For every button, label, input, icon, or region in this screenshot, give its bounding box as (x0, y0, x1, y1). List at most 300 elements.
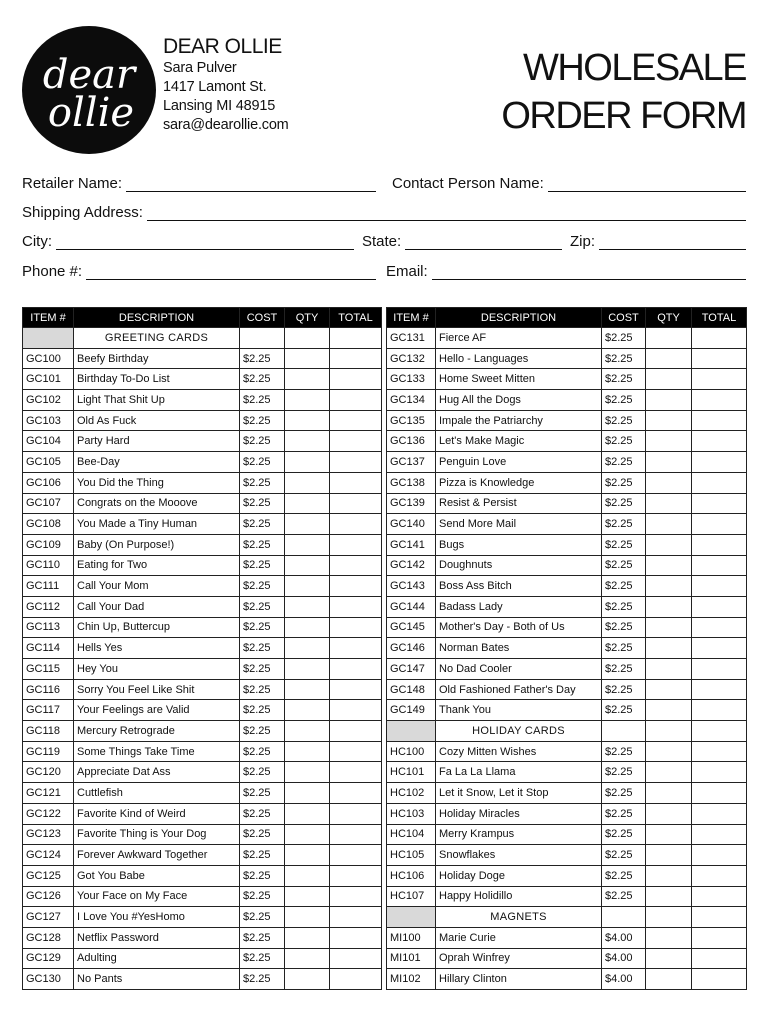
qty-cell[interactable] (646, 824, 692, 845)
total-cell[interactable] (692, 493, 747, 514)
phone-line[interactable] (86, 265, 376, 280)
item-code: GC145 (387, 617, 436, 638)
total-cell[interactable] (692, 783, 747, 804)
item-code: GC118 (23, 721, 74, 742)
shipping-address-field[interactable] (22, 205, 746, 221)
item-cost: $2.25 (240, 576, 285, 597)
total-cell[interactable] (692, 596, 747, 617)
city-field[interactable] (22, 234, 354, 250)
total-cell[interactable] (692, 638, 747, 659)
item-code: GC108 (23, 514, 74, 535)
total-cell[interactable] (692, 617, 747, 638)
total-cell[interactable] (330, 803, 382, 824)
retailer-name-field[interactable] (22, 176, 376, 192)
cost-cell (602, 907, 646, 928)
total-cell[interactable] (692, 534, 747, 555)
table-row (387, 824, 747, 845)
email-field[interactable] (386, 264, 746, 280)
item-code: GC117 (23, 700, 74, 721)
section-row (23, 328, 382, 349)
item-cost: $2.25 (602, 555, 646, 576)
item-description: Home Sweet Mitten (436, 369, 602, 390)
item-cost: $4.00 (602, 927, 646, 948)
item-code: GC144 (387, 596, 436, 617)
item-code: HC102 (387, 783, 436, 804)
qty-cell[interactable] (285, 555, 330, 576)
table-header-row (387, 308, 747, 328)
item-description: Birthday To-Do List (74, 369, 240, 390)
table-row (23, 576, 382, 597)
qty-cell[interactable] (285, 452, 330, 473)
total-cell[interactable] (692, 369, 747, 390)
total-cell[interactable] (692, 348, 747, 369)
qty-cell[interactable] (646, 907, 692, 928)
total-cell[interactable] (330, 907, 382, 928)
header-description: DESCRIPTION (74, 308, 240, 328)
item-code: GC120 (23, 762, 74, 783)
retailer-name-line[interactable] (126, 177, 376, 192)
header-qty: QTY (285, 308, 330, 328)
item-description: Chin Up, Buttercup (74, 617, 240, 638)
qty-cell[interactable] (285, 762, 330, 783)
qty-cell[interactable] (646, 927, 692, 948)
cost-cell (602, 721, 646, 742)
item-code: GC132 (387, 348, 436, 369)
qty-cell[interactable] (646, 741, 692, 762)
item-code: GC147 (387, 659, 436, 680)
total-cell[interactable] (692, 514, 747, 535)
item-code: GC135 (387, 410, 436, 431)
item-description: Hello - Languages (436, 348, 602, 369)
table-row (23, 452, 382, 473)
qty-cell[interactable] (646, 596, 692, 617)
qty-cell[interactable] (285, 969, 330, 990)
table-row (23, 969, 382, 990)
item-code: HC104 (387, 824, 436, 845)
item-code: GC100 (23, 348, 74, 369)
qty-cell[interactable] (646, 576, 692, 597)
item-cost: $2.25 (240, 969, 285, 990)
total-cell[interactable] (330, 390, 382, 411)
item-cost: $2.25 (602, 741, 646, 762)
form-title-line-2: ORDER FORM (501, 95, 746, 137)
item-description: Send More Mail (436, 514, 602, 535)
item-description: Favorite Kind of Weird (74, 803, 240, 824)
item-description: Hey You (74, 659, 240, 680)
total-cell[interactable] (330, 824, 382, 845)
total-cell[interactable] (330, 659, 382, 680)
qty-cell[interactable] (285, 865, 330, 886)
item-description: Hillary Clinton (436, 969, 602, 990)
section-title: GREETING CARDS (74, 328, 240, 349)
qty-cell[interactable] (285, 907, 330, 928)
item-cost: $2.25 (602, 534, 646, 555)
total-cell[interactable] (692, 927, 747, 948)
total-cell[interactable] (692, 721, 747, 742)
qty-cell[interactable] (646, 948, 692, 969)
total-cell[interactable] (330, 638, 382, 659)
item-code: GC123 (23, 824, 74, 845)
qty-cell[interactable] (285, 803, 330, 824)
total-cell[interactable] (330, 493, 382, 514)
item-code: GC101 (23, 369, 74, 390)
qty-cell[interactable] (646, 493, 692, 514)
dear-ollie-logo (22, 26, 156, 154)
item-code: GC140 (387, 514, 436, 535)
qty-cell[interactable] (646, 803, 692, 824)
total-cell[interactable] (330, 410, 382, 431)
order-table-left-body (23, 328, 382, 990)
item-code: HC105 (387, 845, 436, 866)
table-row (387, 452, 747, 473)
item-code: GC137 (387, 452, 436, 473)
item-description: Bugs (436, 534, 602, 555)
total-cell[interactable] (330, 369, 382, 390)
total-cell[interactable] (330, 721, 382, 742)
total-cell[interactable] (692, 410, 747, 431)
table-row (387, 679, 747, 700)
qty-cell[interactable] (285, 948, 330, 969)
total-cell[interactable] (330, 514, 382, 535)
total-cell[interactable] (692, 472, 747, 493)
item-description: You Did the Thing (74, 472, 240, 493)
table-row (23, 865, 382, 886)
city-label: City: (22, 233, 52, 250)
item-description: Forever Awkward Together (74, 845, 240, 866)
qty-cell[interactable] (646, 886, 692, 907)
item-code: GC104 (23, 431, 74, 452)
total-cell[interactable] (330, 783, 382, 804)
table-row (23, 845, 382, 866)
total-cell[interactable] (692, 700, 747, 721)
table-row (387, 783, 747, 804)
total-cell[interactable] (330, 576, 382, 597)
table-row (23, 783, 382, 804)
total-cell[interactable] (692, 907, 747, 928)
total-cell[interactable] (330, 886, 382, 907)
header-item: ITEM # (387, 308, 436, 328)
total-cell[interactable] (330, 348, 382, 369)
item-description: Got You Babe (74, 865, 240, 886)
total-cell[interactable] (330, 700, 382, 721)
item-description: Thank You (436, 700, 602, 721)
total-cell[interactable] (692, 576, 747, 597)
qty-cell[interactable] (646, 390, 692, 411)
qty-cell[interactable] (285, 472, 330, 493)
qty-cell[interactable] (646, 659, 692, 680)
qty-cell[interactable] (285, 596, 330, 617)
item-cost: $2.25 (240, 886, 285, 907)
total-cell[interactable] (330, 617, 382, 638)
qty-cell[interactable] (285, 824, 330, 845)
table-row (387, 617, 747, 638)
total-cell[interactable] (330, 328, 382, 349)
qty-cell[interactable] (285, 514, 330, 535)
item-code: GC139 (387, 493, 436, 514)
table-row (23, 762, 382, 783)
item-cost: $2.25 (240, 700, 285, 721)
city-line[interactable] (56, 235, 354, 250)
item-code: HC100 (387, 741, 436, 762)
item-code: GC111 (23, 576, 74, 597)
item-cost: $2.25 (602, 638, 646, 659)
total-cell[interactable] (692, 845, 747, 866)
table-row (387, 741, 747, 762)
total-cell[interactable] (692, 741, 747, 762)
logo-lettering (22, 26, 156, 154)
total-cell[interactable] (692, 865, 747, 886)
item-description: Cuttlefish (74, 783, 240, 804)
total-cell[interactable] (692, 824, 747, 845)
qty-cell[interactable] (285, 534, 330, 555)
item-description: Hug All the Dogs (436, 390, 602, 411)
item-description: Fierce AF (436, 328, 602, 349)
table-row (387, 514, 747, 535)
total-cell[interactable] (330, 969, 382, 990)
item-cost: $2.25 (602, 865, 646, 886)
item-description: Boss Ass Bitch (436, 576, 602, 597)
item-code: GC109 (23, 534, 74, 555)
item-cell (387, 907, 436, 928)
qty-cell[interactable] (646, 514, 692, 535)
qty-cell[interactable] (285, 927, 330, 948)
qty-cell[interactable] (646, 638, 692, 659)
zip-field[interactable] (570, 234, 746, 250)
item-description: Holiday Miracles (436, 803, 602, 824)
item-description: Favorite Thing is Your Dog (74, 824, 240, 845)
total-cell[interactable] (692, 659, 747, 680)
qty-cell[interactable] (285, 493, 330, 514)
item-code: GC116 (23, 679, 74, 700)
item-cost: $2.25 (240, 824, 285, 845)
header-item: ITEM # (23, 308, 74, 328)
total-cell[interactable] (330, 741, 382, 762)
qty-cell[interactable] (285, 348, 330, 369)
contact-person-field[interactable] (392, 176, 746, 192)
item-code: GC143 (387, 576, 436, 597)
field-row-shipping (22, 199, 746, 221)
zip-line[interactable] (599, 235, 746, 250)
qty-cell[interactable] (285, 679, 330, 700)
item-code: GC133 (387, 369, 436, 390)
qty-cell[interactable] (646, 534, 692, 555)
qty-cell[interactable] (285, 576, 330, 597)
item-cost: $2.25 (240, 452, 285, 473)
section-row (387, 721, 747, 742)
table-row (23, 431, 382, 452)
item-code: GC130 (23, 969, 74, 990)
qty-cell[interactable] (285, 617, 330, 638)
qty-cell[interactable] (646, 700, 692, 721)
item-description: No Dad Cooler (436, 659, 602, 680)
total-cell[interactable] (692, 803, 747, 824)
item-description: Norman Bates (436, 638, 602, 659)
total-cell[interactable] (692, 969, 747, 990)
item-cost: $2.25 (240, 741, 285, 762)
item-description: Mercury Retrograde (74, 721, 240, 742)
qty-cell[interactable] (646, 472, 692, 493)
total-cell[interactable] (692, 328, 747, 349)
qty-cell[interactable] (646, 452, 692, 473)
item-code: GC134 (387, 390, 436, 411)
item-description: Baby (On Purpose!) (74, 534, 240, 555)
qty-cell[interactable] (646, 679, 692, 700)
total-cell[interactable] (330, 762, 382, 783)
item-description: Eating for Two (74, 555, 240, 576)
qty-cell[interactable] (285, 845, 330, 866)
field-row-phone (22, 258, 746, 280)
item-cell (23, 328, 74, 349)
total-cell[interactable] (330, 534, 382, 555)
qty-cell[interactable] (285, 410, 330, 431)
total-cell[interactable] (692, 762, 747, 783)
qty-cell[interactable] (646, 845, 692, 866)
total-cell[interactable] (330, 845, 382, 866)
item-code: GC114 (23, 638, 74, 659)
item-description: Oprah Winfrey (436, 948, 602, 969)
total-cell[interactable] (692, 452, 747, 473)
qty-cell[interactable] (646, 555, 692, 576)
qty-cell[interactable] (285, 390, 330, 411)
table-row (387, 886, 747, 907)
item-description: Merry Krampus (436, 824, 602, 845)
total-cell[interactable] (692, 679, 747, 700)
table-row (23, 741, 382, 762)
company-email: sara@dearollie.com (163, 117, 289, 133)
item-cost: $2.25 (602, 762, 646, 783)
qty-cell[interactable] (285, 783, 330, 804)
shipping-address-line[interactable] (147, 206, 746, 221)
qty-cell[interactable] (285, 741, 330, 762)
item-description: Beefy Birthday (74, 348, 240, 369)
item-code: GC149 (387, 700, 436, 721)
qty-cell[interactable] (646, 617, 692, 638)
section-row (387, 907, 747, 928)
item-code: GC103 (23, 410, 74, 431)
total-cell[interactable] (330, 679, 382, 700)
item-description: Fa La La Llama (436, 762, 602, 783)
item-code: GC121 (23, 783, 74, 804)
total-cell[interactable] (692, 948, 747, 969)
table-row (23, 907, 382, 928)
total-cell[interactable] (330, 452, 382, 473)
table-row (23, 493, 382, 514)
qty-cell[interactable] (646, 328, 692, 349)
item-code: GC138 (387, 472, 436, 493)
total-cell[interactable] (692, 886, 747, 907)
total-cell[interactable] (330, 431, 382, 452)
total-cell[interactable] (330, 472, 382, 493)
item-cost: $2.25 (602, 514, 646, 535)
qty-cell[interactable] (646, 865, 692, 886)
section-title: HOLIDAY CARDS (436, 721, 602, 742)
item-cost: $2.25 (240, 472, 285, 493)
item-description: Bee-Day (74, 452, 240, 473)
item-cost: $4.00 (602, 948, 646, 969)
qty-cell[interactable] (285, 638, 330, 659)
email-line[interactable] (432, 265, 746, 280)
qty-cell[interactable] (646, 369, 692, 390)
qty-cell[interactable] (646, 762, 692, 783)
retailer-name-label: Retailer Name: (22, 175, 123, 192)
item-cost: $2.25 (602, 886, 646, 907)
item-description: Badass Lady (436, 596, 602, 617)
item-cost: $2.25 (602, 576, 646, 597)
qty-cell[interactable] (285, 328, 330, 349)
qty-cell[interactable] (646, 348, 692, 369)
item-description: Let it Snow, Let it Stop (436, 783, 602, 804)
item-cost: $2.25 (602, 845, 646, 866)
item-code: GC115 (23, 659, 74, 680)
total-cell[interactable] (692, 555, 747, 576)
item-cost: $2.25 (240, 555, 285, 576)
total-cell[interactable] (330, 596, 382, 617)
table-row (387, 700, 747, 721)
state-field[interactable] (362, 234, 562, 250)
state-line[interactable] (405, 235, 562, 250)
item-cost: $4.00 (602, 969, 646, 990)
item-cost: $2.25 (240, 617, 285, 638)
qty-cell[interactable] (285, 721, 330, 742)
item-code: GC142 (387, 555, 436, 576)
qty-cell[interactable] (285, 659, 330, 680)
total-cell[interactable] (692, 390, 747, 411)
qty-cell[interactable] (646, 783, 692, 804)
table-row (23, 659, 382, 680)
total-cell[interactable] (330, 948, 382, 969)
form-title (501, 44, 746, 140)
item-code: GC112 (23, 596, 74, 617)
item-cost: $2.25 (240, 845, 285, 866)
table-row (387, 410, 747, 431)
item-cost: $2.25 (602, 369, 646, 390)
qty-cell[interactable] (646, 431, 692, 452)
total-cell[interactable] (330, 555, 382, 576)
item-code: GC146 (387, 638, 436, 659)
total-cell[interactable] (692, 431, 747, 452)
total-cell[interactable] (330, 927, 382, 948)
total-cell[interactable] (330, 865, 382, 886)
item-description: Mother's Day - Both of Us (436, 617, 602, 638)
item-cost: $2.25 (240, 534, 285, 555)
qty-cell[interactable] (646, 410, 692, 431)
item-description: Marie Curie (436, 927, 602, 948)
zip-label: Zip: (570, 233, 596, 250)
item-cell (387, 721, 436, 742)
company-city-state: Lansing MI 48915 (163, 98, 276, 114)
qty-cell[interactable] (285, 886, 330, 907)
qty-cell[interactable] (285, 700, 330, 721)
table-row (387, 390, 747, 411)
qty-cell[interactable] (285, 431, 330, 452)
item-cost: $2.25 (602, 700, 646, 721)
contact-person-line[interactable] (548, 177, 746, 192)
qty-cell[interactable] (285, 369, 330, 390)
item-cost: $2.25 (602, 783, 646, 804)
item-code: GC124 (23, 845, 74, 866)
qty-cell[interactable] (646, 969, 692, 990)
item-code: HC107 (387, 886, 436, 907)
item-code: GC126 (23, 886, 74, 907)
table-row (23, 700, 382, 721)
qty-cell[interactable] (646, 721, 692, 742)
item-description: Happy Holidillo (436, 886, 602, 907)
item-cost: $2.25 (602, 348, 646, 369)
company-contact: Sara Pulver (163, 60, 237, 76)
item-description: I Love You #YesHomo (74, 907, 240, 928)
phone-field[interactable] (22, 264, 376, 280)
item-description: Resist & Persist (436, 493, 602, 514)
